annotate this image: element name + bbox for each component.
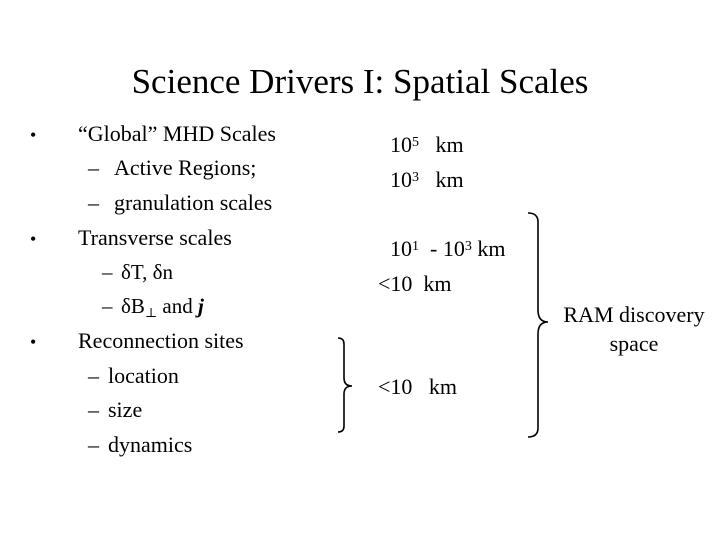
ram-label-line2: space — [609, 331, 659, 356]
j-symbol: j — [197, 294, 204, 318]
bullet-global-mhd: “Global” MHD Scales — [78, 121, 276, 146]
dash: – — [88, 155, 99, 180]
and-text: and — [162, 294, 193, 318]
slide-title: Science Drivers I: Spatial Scales — [131, 62, 589, 101]
bullet-dot: • — [30, 125, 37, 145]
bullet-dot: • — [30, 332, 37, 352]
bullet-transverse: Transverse scales — [78, 225, 232, 250]
bullet-dot: • — [30, 229, 37, 249]
ram-label-line1: RAM discovery — [563, 302, 705, 327]
sub-granulation: granulation scales — [114, 190, 273, 215]
scale-active-regions: $10^5$ km — [390, 132, 464, 157]
sub-dT-dn: δT, δn — [121, 260, 174, 284]
dash: – — [88, 190, 99, 215]
dB-text: δB — [121, 294, 145, 318]
reconnection-brace — [338, 338, 352, 432]
scale-transverse-range: $10^1 - 10^3$ km — [390, 236, 506, 261]
dash: – — [88, 363, 99, 388]
sub-dynamics: dynamics — [108, 432, 193, 457]
scale-granulation: $10^3$ km — [390, 167, 464, 192]
sub-size: size — [108, 397, 143, 422]
bullet-reconnection: Reconnection sites — [78, 328, 244, 353]
sub-active-regions: Active Regions; — [114, 155, 257, 180]
dash: – — [88, 432, 99, 457]
dash: – — [88, 397, 99, 422]
scale-transverse-small: <10 km — [378, 271, 452, 296]
sub-location: location — [108, 363, 179, 388]
dash: – — [102, 260, 113, 284]
scale-reconnection: <10 km — [378, 374, 458, 399]
dash: – — [102, 294, 113, 318]
ram-brace — [528, 213, 548, 437]
perp-symbol: ⊥ — [144, 305, 158, 320]
